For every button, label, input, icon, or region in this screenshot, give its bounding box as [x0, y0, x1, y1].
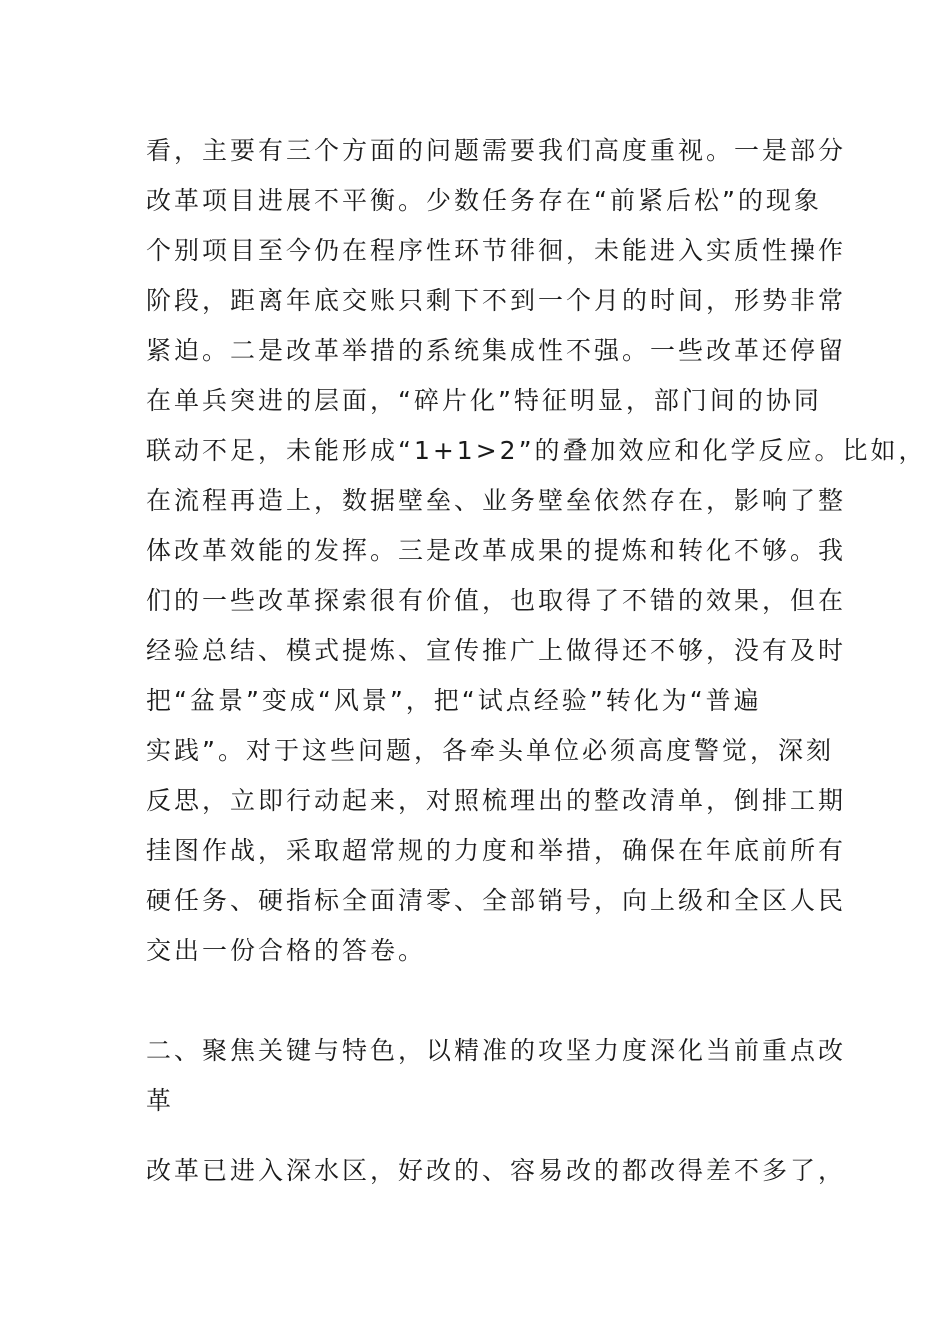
heading-line: 革 [146, 1086, 175, 1115]
closing-paragraph [146, 1146, 847, 1196]
body-paragraph [146, 126, 927, 976]
paragraph-line: 体改革效能的发挥。三是改革成果的提炼和转化不够。我 [146, 536, 847, 565]
paragraph-line: 个别项目至今仍在程序性环节徘徊，未能进入实质性操作 [146, 236, 847, 265]
heading-line: 二、聚焦关键与特色，以精准的攻坚力度深化当前重点改 [146, 1036, 847, 1065]
paragraph-line: 改革项目进展不平衡。少数任务存在“前紧后松”的现象 [146, 186, 822, 215]
paragraph-line: 交出一份合格的答卷。 [146, 936, 427, 965]
paragraph-line: 经验总结、模式提炼、宣传推广上做得还不够，没有及时 [146, 636, 847, 665]
paragraph-line: 在单兵突进的层面，“碎片化”特征明显，部门间的协同 [146, 386, 822, 415]
paragraph-line: 联动不足，未能形成“1+1>2”的叠加效应和化学反应。比如， [146, 436, 927, 465]
paragraph-line: 挂图作战，采取超常规的力度和举措，确保在年底前所有 [146, 836, 847, 865]
paragraph-line: 把“盆景”变成“风景”，把“试点经验”转化为“普遍 [146, 686, 762, 715]
paragraph-line: 在流程再造上，数据壁垒、业务壁垒依然存在，影响了整 [146, 486, 847, 515]
closing-line: 改革已进入深水区，好改的、容易改的都改得差不多了， [146, 1156, 847, 1185]
paragraph-line: 看，主要有三个方面的问题需要我们高度重视。一是部分 [146, 136, 847, 165]
paragraph-line: 反思，立即行动起来，对照梳理出的整改清单，倒排工期 [146, 786, 847, 815]
paragraph-line: 们的一些改革探索很有价值，也取得了不错的效果，但在 [146, 586, 847, 615]
paragraph-line: 硬任务、硬指标全面清零、全部销号，向上级和全区人民 [146, 886, 847, 915]
paragraph-line: 阶段，距离年底交账只剩下不到一个月的时间，形势非常 [146, 286, 847, 315]
section-heading [146, 1026, 847, 1126]
paragraph-line: 紧迫。二是改革举措的系统集成性不强。一些改革还停留 [146, 336, 847, 365]
paragraph-line: 实践”。对于这些问题，各牵头单位必须高度警觉，深刻 [146, 736, 834, 765]
